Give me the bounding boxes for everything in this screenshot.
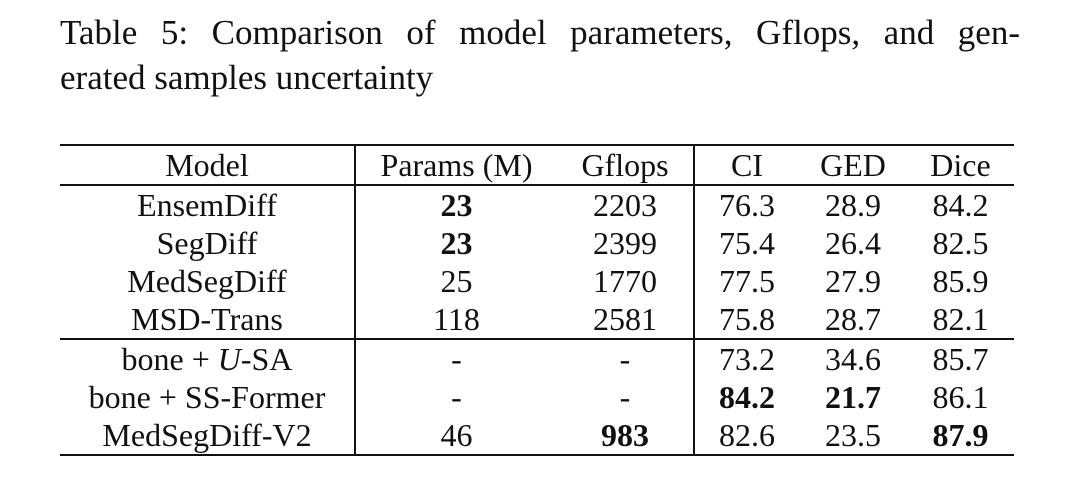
table-caption	[60, 10, 1020, 100]
cell-model: bone + SS-Former	[60, 378, 355, 416]
header-dice: Dice	[930, 147, 991, 183]
table-row	[60, 185, 1014, 224]
cell-gflops: 983	[557, 416, 694, 455]
cell-model: MSD-Trans	[60, 300, 355, 339]
cell-ci: 75.8	[719, 301, 775, 337]
cell-gflops: 2399	[557, 224, 694, 262]
baseline-models-group	[60, 185, 1014, 339]
table-row	[60, 224, 1014, 262]
caption-line-2: erated samples uncertainty	[60, 58, 434, 97]
cell-params: 23	[440, 225, 473, 261]
table-row	[60, 339, 1014, 378]
table-row	[60, 300, 1014, 339]
cell-dice: 85.7	[907, 339, 1014, 378]
cell-ci: 73.2	[694, 339, 799, 378]
cell-dice: 87.9	[932, 417, 989, 453]
cell-ged: 28.9	[825, 187, 881, 223]
cell-model: SegDiff	[60, 224, 355, 262]
cell-ged: 34.6	[799, 339, 907, 378]
table-row	[60, 416, 1014, 455]
table-row	[60, 262, 1014, 300]
cell-ged: 27.9	[825, 263, 881, 299]
cell-model: EnsemDiff	[60, 185, 355, 224]
u-script-symbol: U	[217, 341, 241, 377]
cell-gflops: -	[557, 339, 694, 378]
cell-params: 25	[440, 263, 473, 299]
header-gflops: Gflops	[557, 145, 694, 185]
cell-ci: 75.4	[719, 225, 775, 261]
proposed-models-group	[60, 339, 1014, 455]
header-model: Model	[60, 145, 355, 185]
cell-ged: 21.7	[825, 379, 881, 415]
cell-gflops: -	[557, 378, 694, 416]
cell-params: 118	[433, 301, 480, 337]
cell-dice: 86.1	[932, 379, 989, 415]
cell-ged: 23.5	[825, 417, 881, 453]
cell-ci: 84.2	[719, 379, 775, 415]
cell-params: -	[355, 339, 557, 378]
header-ged: GED	[820, 147, 886, 183]
model-suffix: -SA	[240, 341, 293, 377]
cell-model	[60, 339, 355, 378]
header-row	[60, 145, 1014, 185]
cell-gflops: 1770	[557, 262, 694, 300]
cell-dice: 82.5	[932, 225, 989, 261]
cell-model: MedSegDiff-V2	[60, 416, 355, 455]
cell-ged: 26.4	[825, 225, 881, 261]
cell-params: -	[451, 379, 462, 415]
table-row	[60, 378, 1014, 416]
cell-ged: 28.7	[825, 301, 881, 337]
cell-ci: 82.6	[719, 417, 775, 453]
cell-ci: 76.3	[719, 187, 775, 223]
cell-model: MedSegDiff	[60, 262, 355, 300]
cell-params: 46	[440, 417, 473, 453]
comparison-table	[60, 144, 1014, 456]
cell-ci: 77.5	[719, 263, 775, 299]
cell-params: 23	[440, 187, 473, 223]
header-params: Params (M)	[380, 147, 533, 183]
model-prefix: bone +	[121, 341, 218, 377]
header-ci: CI	[731, 147, 763, 183]
caption-line-1: Table 5: Comparison of model parameters, Gflops, and gen-	[60, 13, 1020, 52]
cell-dice: 84.2	[932, 187, 989, 223]
cell-dice: 85.9	[932, 263, 989, 299]
cell-dice: 82.1	[932, 301, 989, 337]
cell-gflops: 2203	[557, 185, 694, 224]
cell-gflops: 2581	[557, 300, 694, 339]
